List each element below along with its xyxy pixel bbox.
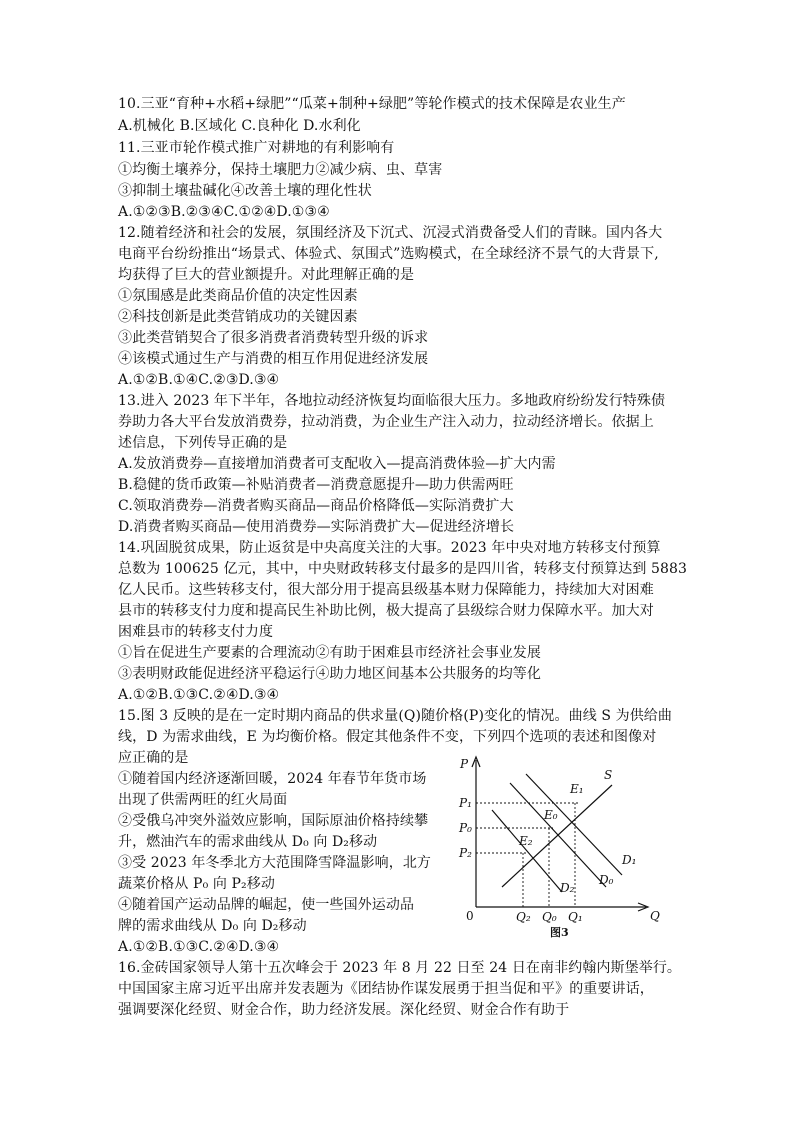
- q13-option-a: A.发放消费券—直接增加消费者可支配收入—提高消费体验—扩大内需: [118, 456, 556, 472]
- p0-label: P₀: [459, 821, 472, 835]
- q14-options: A.①②B.①③C.②④D.③④: [118, 687, 280, 703]
- demand-curve-d2: [492, 810, 562, 892]
- q15-stem-1: 15.图 3 反映的是在一定时期内商品的供求量(Q)随价格(P)变化的情况。曲线 S 为供给曲: [118, 708, 673, 724]
- q11-stem: 11.三亚市轮作模式推广对耕地的有利影响有: [118, 140, 395, 156]
- q14-stem-2: 总数为 100625 亿元，其中，中央财政转移支付最多的是四川省，转移支付预算达到 5883: [118, 561, 688, 577]
- q0-label: Q₀: [542, 910, 557, 924]
- figure-caption: 图3: [550, 926, 569, 939]
- q2-label: Q₂: [516, 910, 531, 924]
- p-axis-label: P: [460, 757, 469, 771]
- q12-item-1: ①氛围感是此类商品价值的决定性因素: [118, 288, 358, 304]
- q11-item-3-4: ③抑制土壤盐碱化④改善土壤的理化性状: [118, 183, 372, 199]
- q16-stem-3: 强调要深化经贸、财金合作，助力经济发展。深化经贸、财金合作有助于: [118, 1002, 570, 1018]
- q15-item-4b: 牌的需求曲线从 D₀ 向 D₂移动: [118, 918, 307, 934]
- q14-stem-5: 困难县市的转移支付力度: [118, 624, 274, 640]
- q13-option-c: C.领取消费券—消费者购买商品—商品价格降低—实际消费扩大: [118, 498, 514, 514]
- q15-stem-3: 应正确的是: [118, 750, 189, 766]
- q14-stem-3: 亿人民币。这些转移支付，很大部分用于提高县级基本财力保障能力，持续加大对困难: [118, 582, 654, 598]
- q14-item-3-4: ③表明财政能促进经济平稳运行④助力地区间基本公共服务的均等化: [118, 666, 541, 682]
- q15-item-3b: 蔬菜价格从 P₀ 向 P₂移动: [118, 876, 275, 892]
- q15-item-2b: 升，燃油汽车的需求曲线从 D₀ 向 D₂移动: [118, 834, 378, 850]
- q12-item-2: ②科技创新是此类营销成功的关键因素: [118, 309, 358, 325]
- p1-label: P₁: [459, 796, 472, 810]
- q14-stem-1: 14.巩固脱贫成果，防止返贫是中央高度关注的大事。2023 年中央对地方转移支付预算: [118, 540, 661, 556]
- q11-item-1-2: ①均衡土壤养分，保持土壤肥力②减少病、虫、草害: [118, 162, 443, 178]
- q15-stem-2: 线，D 为需求曲线，E 为均衡价格。假定其他条件不变，下列四个选项的表述和图像对: [118, 729, 657, 745]
- s-label: S: [604, 768, 613, 782]
- q16-stem-1: 16.金砖国家领导人第十五次峰会于 2023 年 8 月 22 日至 24 日在南非约翰内斯堡举行。: [118, 960, 682, 976]
- q12-stem-2: 电商平台纷纷推出“场景式、体验式、氛围式”选购模式，在全球经济不景气的大背景下,: [118, 246, 659, 262]
- p2-label: P₂: [459, 846, 472, 860]
- d1-label: D₁: [622, 853, 637, 867]
- q12-options: A.①②B.①④C.②③D.③④: [118, 372, 280, 388]
- d0-label: D₀: [599, 873, 614, 887]
- q10-stem: 10.三亚“育种+水稻+绿肥”“瓜菜+制种+绿肥”等轮作模式的技术保障是农业生产: [118, 96, 626, 112]
- e2-label: E₂: [519, 834, 533, 848]
- q15-item-3a: ③受 2023 年冬季北方大范围降雪降温影响，北方: [118, 855, 432, 871]
- q15-item-1b: 出现了供需两旺的红火局面: [118, 792, 288, 808]
- q15-item-1a: ①随着国内经济逐渐回暖，2024 年春节年货市场: [118, 771, 427, 787]
- supply-demand-figure: [446, 752, 674, 942]
- q14-item-1-2: ①旨在促进生产要素的合理流动②有助于困难县市经济社会事业发展: [118, 645, 541, 661]
- q14-stem-4: 县市的转移支付力度和提高民生补助比例，极大提高了县级综合财力保障水平。加大对: [118, 603, 654, 619]
- q15-options: A.①②B.①③C.②④D.③④: [118, 939, 280, 955]
- q1-label: Q₁: [568, 910, 583, 924]
- q15-item-2a: ②受俄乌冲突外溢效应影响，国际原油价格持续攀: [118, 813, 429, 829]
- e1-label: E₁: [570, 782, 584, 796]
- q12-stem-3: 均获得了巨大的营业额提升。对此理解正确的是: [118, 267, 415, 283]
- q12-item-4: ④该模式通过生产与消费的相互作用促进经济发展: [118, 351, 429, 367]
- q12-item-3: ③此类营销契合了很多消费者消费转型升级的诉求: [118, 330, 429, 346]
- origin-label: 0: [466, 909, 474, 923]
- d2-label: D₂: [560, 881, 575, 895]
- q13-option-d: D.消费者购买商品—使用消费券—实际消费扩大—促进经济增长: [118, 519, 515, 535]
- q12-stem-1: 12.随着经济和社会的发展，氛围经济及下沉式、沉浸式消费备受人们的青睐。国内各大: [118, 225, 663, 241]
- q13-stem-2: 券助力各大平台发放消费券，拉动消费，为企业生产注入动力，拉动经济增长。依据上: [118, 414, 654, 430]
- q16-stem-2: 中国国家主席习近平出席并发表题为《团结协作谋发展勇于担当促和平》的重要讲话，: [118, 981, 654, 997]
- q10-options: A.机械化 B.区域化 C.良种化 D.水利化: [118, 118, 361, 134]
- e0-label: E₀: [544, 808, 558, 822]
- q-axis-label: Q: [650, 909, 660, 923]
- q13-stem-3: 述信息，下列传导正确的是: [118, 435, 288, 451]
- q15-item-4a: ④随着国产运动品牌的崛起，使一些国外运动品: [118, 897, 415, 913]
- q11-options: A.①②③B.②③④C.①②④D.①③④: [118, 204, 330, 220]
- q13-option-b: B.稳健的货币政策—补贴消费者—消费意愿提升—助力供需两旺: [118, 477, 514, 493]
- q13-stem-1: 13.进入 2023 年下半年，各地拉动经济恢复均面临很大压力。多地政府纷纷发行特殊债: [118, 393, 666, 409]
